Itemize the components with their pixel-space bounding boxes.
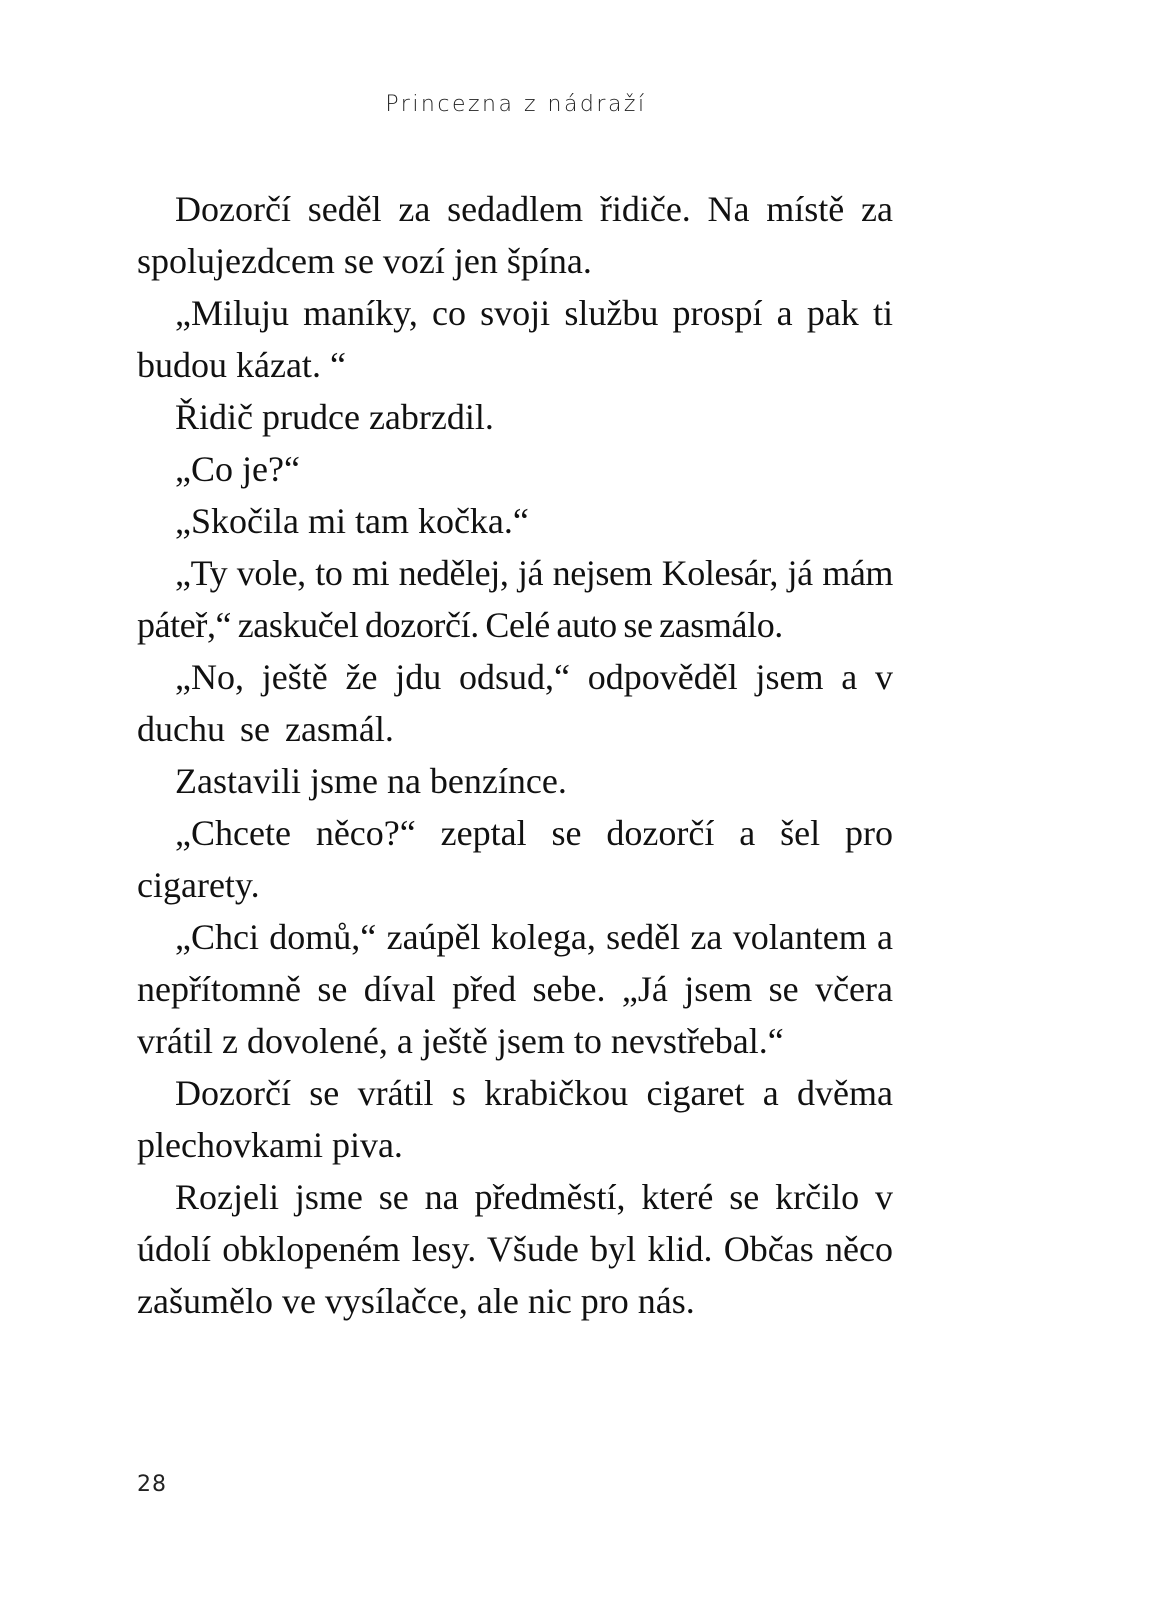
paragraph: Dozorčí seděl za sedadlem řidiče. Na místě za spolujezdcem se vozí jen špína. bbox=[137, 189, 893, 281]
page-number: 28 bbox=[137, 1472, 167, 1497]
paragraph: „Chcete něco?“ zeptal se dozorčí a šel pro cigarety. bbox=[137, 813, 893, 905]
paragraph: „Chci domů,“ zaúpěl kolega, seděl za volantem a nepřítomně se díval před sebe. „Já jsem se včera vrátil z dovolené, a ještě jsem to nevstřebal.“ bbox=[137, 917, 893, 1061]
paragraph: Zastavili jsme na benzínce. bbox=[175, 761, 567, 801]
paragraph: Rozjeli jsme se na předměstí, které se krčilo v údolí obklopeném lesy. Všude byl klid. Občas něco zašumělo ve vysílačce, ale nic pro nás. bbox=[137, 1177, 893, 1321]
paragraph: Řidič prudce zabrzdil. bbox=[175, 397, 494, 437]
paragraph: „No, ještě že jdu odsud,“ odpověděl jsem a v duchu se zasmál. bbox=[137, 657, 893, 749]
running-header-title: Princezna z nádraží bbox=[385, 92, 647, 117]
paragraph: „Co je?“ bbox=[175, 449, 300, 489]
paragraph: „Miluju maníky, co svoji službu prospí a pak ti budou kázat. “ bbox=[137, 293, 893, 385]
paragraph: „Skočila mi tam kočka.“ bbox=[175, 501, 529, 541]
paragraph: Dozorčí se vrátil s krabičkou cigaret a dvěma plechovkami piva. bbox=[137, 1073, 893, 1165]
body-text bbox=[137, 183, 893, 1327]
paragraph: „Ty vole, to mi nedělej, já nejsem Kolesár, já mám páteř,“ zaskučel dozorčí. Celé auto se zasmálo. bbox=[137, 553, 893, 645]
